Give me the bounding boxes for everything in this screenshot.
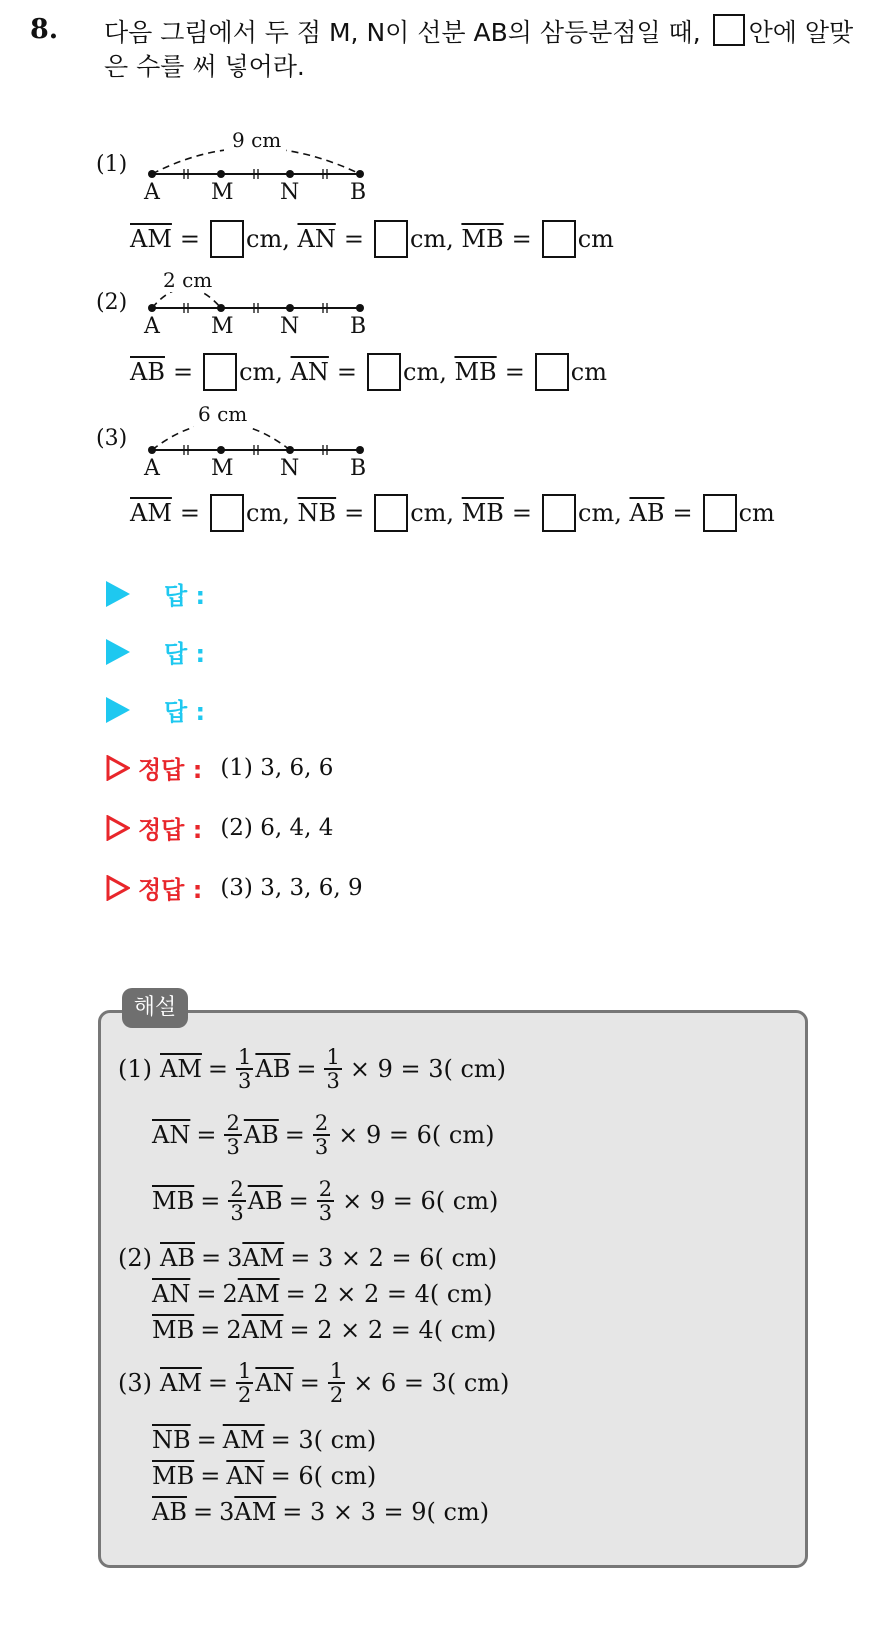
segment-label: $\overline{MB}$: [461, 225, 504, 253]
segment-label: $\overline{AB}$: [247, 1187, 283, 1215]
explanation-line: [118, 1360, 509, 1406]
explanation-line: [152, 1426, 376, 1454]
unit-label: cm,: [403, 358, 447, 386]
coefficient: 2: [222, 1280, 238, 1308]
numerator: 2: [318, 1177, 333, 1201]
explanation-line: [118, 1046, 506, 1092]
explanation-line: [152, 1280, 492, 1308]
unit-label: cm,: [246, 225, 290, 253]
segment-label: $\overline{AN}$: [226, 1462, 265, 1490]
unit-label: cm: [570, 358, 607, 386]
part-number: (1): [118, 1055, 152, 1083]
expression-rest: = 2 × 2 = 4( cm): [289, 1316, 497, 1344]
segment-label: $\overline{AB}$: [152, 1498, 187, 1526]
coefficient: 3: [219, 1498, 235, 1526]
expression-rest: = 3 × 3 = 9( cm): [282, 1498, 490, 1526]
answer-blank-box[interactable]: [542, 220, 576, 258]
equals-sign: =: [511, 225, 532, 253]
equals-sign: =: [179, 499, 201, 527]
fraction: [317, 1178, 334, 1224]
equals-sign: =: [200, 1187, 221, 1215]
outline-arrow-icon: [106, 815, 130, 841]
explanation-line: [152, 1112, 494, 1158]
answer-blank-box[interactable]: [542, 494, 576, 532]
unit-label: cm,: [409, 225, 454, 253]
segment-label: $\overline{AM}$: [160, 1055, 202, 1083]
answer-label: 답 :: [164, 582, 206, 610]
denominator: 3: [226, 1135, 240, 1159]
denominator: 3: [318, 1201, 333, 1225]
expression-rest: × 9 = 6( cm): [338, 1121, 495, 1149]
coefficient: 2: [226, 1316, 242, 1344]
point-label-N: N: [280, 314, 300, 339]
explanation-line: [152, 1462, 376, 1490]
equals-sign: =: [196, 1426, 217, 1454]
unit-label: cm,: [578, 499, 622, 527]
expression-rest: × 6 = 3( cm): [353, 1369, 510, 1397]
expression-rest: = 6( cm): [270, 1462, 377, 1490]
equals-sign: =: [192, 1498, 214, 1526]
play-arrow-icon: [106, 697, 130, 723]
unit-label: cm: [577, 225, 614, 253]
segment-label: $\overline{MB}$: [461, 499, 504, 527]
numerator: 1: [238, 1359, 252, 1383]
segment-label: $\overline{AN}$: [297, 225, 336, 253]
unit-label: cm,: [246, 499, 290, 527]
expression-rest: × 9 = 6( cm): [342, 1187, 499, 1215]
explanation-title: 해설: [122, 988, 188, 1028]
question-text-part1: 다음 그림에서 두 점 M, N이 선분 AB의 삼등분점일 때,: [104, 18, 701, 47]
correct-answer-value: (1) 3, 6, 6: [220, 754, 334, 781]
explanation-line: [152, 1178, 498, 1224]
unit-label: cm: [738, 499, 775, 527]
expression-rest: = 2 × 2 = 4( cm): [285, 1280, 493, 1308]
segment-label: $\overline{AM}$: [222, 1426, 265, 1454]
equals-sign: =: [200, 1316, 221, 1344]
answer-label: 답 :: [164, 698, 206, 726]
fraction: [236, 1046, 253, 1092]
fraction: [313, 1112, 330, 1158]
explanation-line: [118, 1244, 497, 1272]
equation-row-3: [130, 494, 775, 532]
equals-sign: =: [343, 225, 364, 253]
expression-rest: = 3( cm): [270, 1426, 377, 1454]
arc-label-1: 9 cm: [232, 128, 282, 152]
answer-blank-box[interactable]: [535, 353, 569, 391]
answer-row-3[interactable]: [106, 692, 205, 727]
outline-arrow-icon: [106, 755, 130, 781]
arc-label-3: 6 cm: [198, 402, 248, 426]
explanation-line: [152, 1498, 489, 1526]
outline-arrow-icon: [106, 875, 130, 901]
denominator: 3: [238, 1069, 252, 1093]
equals-sign: =: [196, 1280, 217, 1308]
equals-sign: =: [200, 1244, 222, 1272]
point-label-N: N: [280, 456, 300, 481]
fraction: [236, 1360, 253, 1406]
segment-label: $\overline{AM}$: [130, 225, 172, 253]
equals-sign: =: [336, 358, 357, 386]
point-label-N: N: [280, 180, 300, 205]
fraction: [328, 1360, 345, 1406]
part-number: (2): [118, 1244, 152, 1272]
segment-label: $\overline{MB}$: [152, 1316, 195, 1344]
coefficient: 3: [227, 1244, 243, 1272]
equals-sign: =: [504, 358, 525, 386]
point-label-M: M: [211, 180, 234, 205]
numerator: 1: [329, 1359, 344, 1383]
segment-label: $\overline{MB}$: [454, 358, 497, 386]
numerator: 2: [314, 1111, 329, 1135]
point-label-M: M: [211, 314, 234, 339]
correct-answer-value: (2) 6, 4, 4: [220, 814, 334, 841]
segment-label: $\overline{NB}$: [152, 1426, 191, 1454]
correct-answer-row-1: [106, 750, 333, 785]
equals-sign: =: [179, 225, 201, 253]
equals-sign: =: [172, 358, 194, 386]
segment-label: $\overline{AN}$: [152, 1121, 191, 1149]
correct-answer-row-3: [106, 870, 363, 905]
answer-blank-box[interactable]: [374, 494, 408, 532]
correct-answer-label: 정답 :: [138, 876, 203, 904]
equals-sign: =: [284, 1121, 305, 1149]
problem-2-number: (2): [96, 290, 128, 315]
play-arrow-icon: [106, 581, 130, 607]
segment-label: $\overline{AB}$: [255, 1055, 291, 1083]
answer-blank-box[interactable]: [203, 353, 237, 391]
explanation-line: [152, 1316, 496, 1344]
answer-row-2[interactable]: [106, 634, 205, 669]
equals-sign: =: [299, 1369, 320, 1397]
problem-3-number: (3): [96, 426, 128, 451]
correct-answer-value: (3) 3, 3, 6, 9: [220, 874, 363, 901]
segment-label: $\overline{AN}$: [152, 1280, 191, 1308]
segment-diagram-3: [140, 402, 380, 482]
unit-label: cm,: [410, 499, 455, 527]
numerator: 2: [230, 1177, 244, 1201]
answer-blank-box[interactable]: [703, 494, 737, 532]
numerator: 2: [226, 1111, 240, 1135]
denominator: 2: [238, 1383, 252, 1407]
equation-row-1: [130, 220, 614, 258]
segment-label: $\overline{AB}$: [130, 358, 165, 386]
correct-answer-row-2: [106, 810, 333, 845]
fraction: [224, 1112, 241, 1158]
arc-label-2: 2 cm: [163, 268, 213, 292]
blank-box-icon: [713, 14, 745, 46]
equation-row-2: [130, 353, 607, 391]
part-number: (3): [118, 1369, 152, 1397]
point-label-B: B: [350, 456, 367, 481]
segment-label: $\overline{AB}$: [160, 1244, 195, 1272]
equals-sign: =: [344, 499, 365, 527]
fraction: [324, 1046, 341, 1092]
equals-sign: =: [200, 1462, 221, 1490]
question-text-part2: 안에 알맞은 수를 써 넣어라.: [104, 18, 854, 81]
numerator: 1: [326, 1045, 340, 1069]
denominator: 2: [329, 1383, 344, 1407]
segment-label: $\overline{AN}$: [255, 1369, 294, 1397]
denominator: 3: [230, 1201, 244, 1225]
correct-answer-label: 정답 :: [138, 816, 203, 844]
segment-label: $\overline{AM}$: [160, 1369, 202, 1397]
segment-label: $\overline{AM}$: [130, 499, 172, 527]
answer-blank-box[interactable]: [367, 353, 401, 391]
answer-row-1[interactable]: [106, 576, 205, 611]
segment-label: $\overline{NB}$: [297, 499, 337, 527]
point-label-M: M: [211, 456, 234, 481]
denominator: 3: [326, 1069, 340, 1093]
equals-sign: =: [511, 499, 533, 527]
segment-label: $\overline{MB}$: [152, 1462, 195, 1490]
equals-sign: =: [207, 1055, 229, 1083]
fraction: [228, 1178, 245, 1224]
answer-blank-box[interactable]: [374, 220, 408, 258]
numerator: 1: [238, 1045, 252, 1069]
answer-blank-box[interactable]: [210, 494, 244, 532]
answer-label: 답 :: [164, 640, 206, 668]
point-label-A: A: [144, 314, 160, 339]
equals-sign: =: [288, 1187, 309, 1215]
segment-label: $\overline{AM}$: [237, 1280, 280, 1308]
answer-blank-box[interactable]: [210, 220, 244, 258]
segment-label: $\overline{AM}$: [241, 1316, 284, 1344]
question-number: 8.: [30, 14, 59, 45]
equals-sign: =: [672, 499, 693, 527]
point-label-A: A: [144, 180, 160, 205]
point-label-B: B: [350, 180, 367, 205]
segment-label: $\overline{AB}$: [243, 1121, 279, 1149]
equals-sign: =: [296, 1055, 317, 1083]
point-label-B: B: [350, 314, 367, 339]
problem-1-number: (1): [96, 152, 128, 177]
correct-answer-label: 정답 :: [138, 756, 203, 784]
segment-label: $\overline{AM}$: [242, 1244, 285, 1272]
denominator: 3: [314, 1135, 329, 1159]
expression-rest: = 3 × 2 = 6( cm): [290, 1244, 498, 1272]
equals-sign: =: [196, 1121, 217, 1149]
segment-label: $\overline{AN}$: [290, 358, 329, 386]
unit-label: cm,: [239, 358, 283, 386]
expression-rest: × 9 = 3( cm): [349, 1055, 507, 1083]
equals-sign: =: [207, 1369, 229, 1397]
play-arrow-icon: [106, 639, 130, 665]
point-label-A: A: [144, 456, 160, 481]
segment-label: $\overline{MB}$: [152, 1187, 195, 1215]
question-text: [104, 14, 864, 84]
segment-label: $\overline{AM}$: [234, 1498, 277, 1526]
segment-label: $\overline{AB}$: [629, 499, 665, 527]
